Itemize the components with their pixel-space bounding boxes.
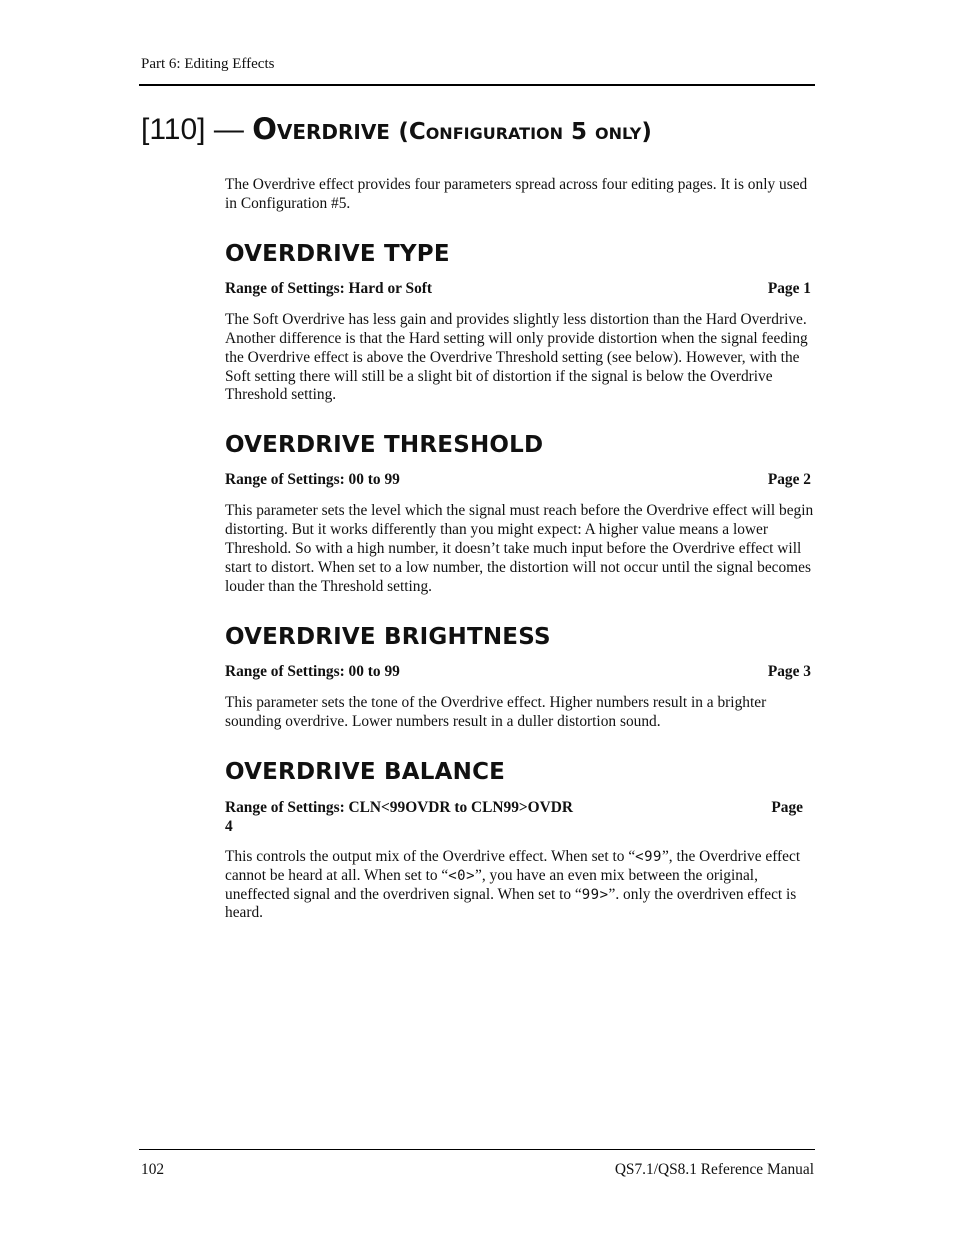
- range-row-brightness: [225, 663, 811, 682]
- running-head: Part 6: Editing Effects: [141, 56, 275, 72]
- body-text: ”. only the overdriven effect is heard.: [225, 885, 797, 922]
- range-row-balance: [225, 798, 811, 836]
- header-rule: [139, 84, 815, 86]
- range-row-threshold: [225, 471, 811, 490]
- chapter-title: [141, 112, 652, 147]
- page-ref: Page: [771, 798, 803, 816]
- lcd-value: <0>: [448, 867, 476, 884]
- lcd-value: <99: [635, 848, 662, 865]
- range-label: Range of Settings: 00 to 99: [225, 471, 400, 489]
- page-content: [225, 176, 815, 923]
- page-ref: Page 1: [767, 279, 811, 297]
- footer-rule: [139, 1149, 815, 1150]
- body-text: This controls the output mix of the Overdrive effect. When set to “: [225, 847, 636, 865]
- page-ref-number: 4: [225, 817, 233, 835]
- section-heading-type: OVERDRIVE TYPE: [225, 240, 450, 267]
- range-label: Range of Settings: CLN<99OVDR to CLN99>OVDR: [225, 798, 574, 816]
- section-heading-threshold: OVERDRIVE THRESHOLD: [225, 432, 544, 459]
- range-row-type: [225, 280, 811, 299]
- section-body-threshold: This parameter sets the level which the signal must reach before the Overdrive effect will begin distorting. But it works differently than you might expect: A higher value means a lower Threshold. So with a high number, it doesn’t take much input before the Overdrive effect will start to distort. When set to a low number, the distortion will not occur until the signal becomes louder than the Threshold setting.: [225, 502, 814, 595]
- chapter-title-main: Overdrive: [252, 112, 390, 146]
- intro-paragraph: The Overdrive effect provides four parameters spread across four editing pages. It is only used in Configuration #5.: [225, 176, 808, 212]
- body-text: ”, you have an even mix between the original, uneffected signal and the overdriven signal. When set to “: [225, 866, 758, 903]
- lcd-value: 99>: [581, 886, 609, 903]
- section-body-balance: [225, 848, 815, 924]
- manual-title: QS7.1/QS8.1 Reference Manual: [614, 1161, 814, 1178]
- page-ref: Page 2: [767, 471, 811, 489]
- section-heading-balance: OVERDRIVE BALANCE: [225, 758, 506, 785]
- chapter-subtitle: (Configuration 5 only): [398, 119, 652, 145]
- page-number: 102: [141, 1161, 165, 1178]
- section-body-brightness: This parameter sets the tone of the Overdrive effect. Higher numbers result in a brighter sounding overdrive. Lower numbers result in a duller distortion sound.: [225, 693, 767, 730]
- range-label: Range of Settings: 00 to 99: [225, 662, 400, 680]
- chapter-number: [110] —: [141, 113, 244, 146]
- section-body-type: The Soft Overdrive has less gain and provides slightly less distortion than the Hard Overdrive. Another difference is that the Hard setting will only provide distortion when the signal feeding the Overdrive effect is above the Overdrive Threshold setting (see below). However, with the Soft setting there will still be a slight bit of distortion if the signal is below the Overdrive Threshold setting.: [225, 310, 808, 404]
- body-text: ”, the Overdrive effect cannot be heard at all. When set to “: [225, 847, 801, 884]
- page-ref: Page 3: [767, 662, 811, 680]
- section-heading-brightness: OVERDRIVE BRIGHTNESS: [225, 623, 551, 650]
- range-label: Range of Settings: Hard or Soft: [225, 279, 433, 297]
